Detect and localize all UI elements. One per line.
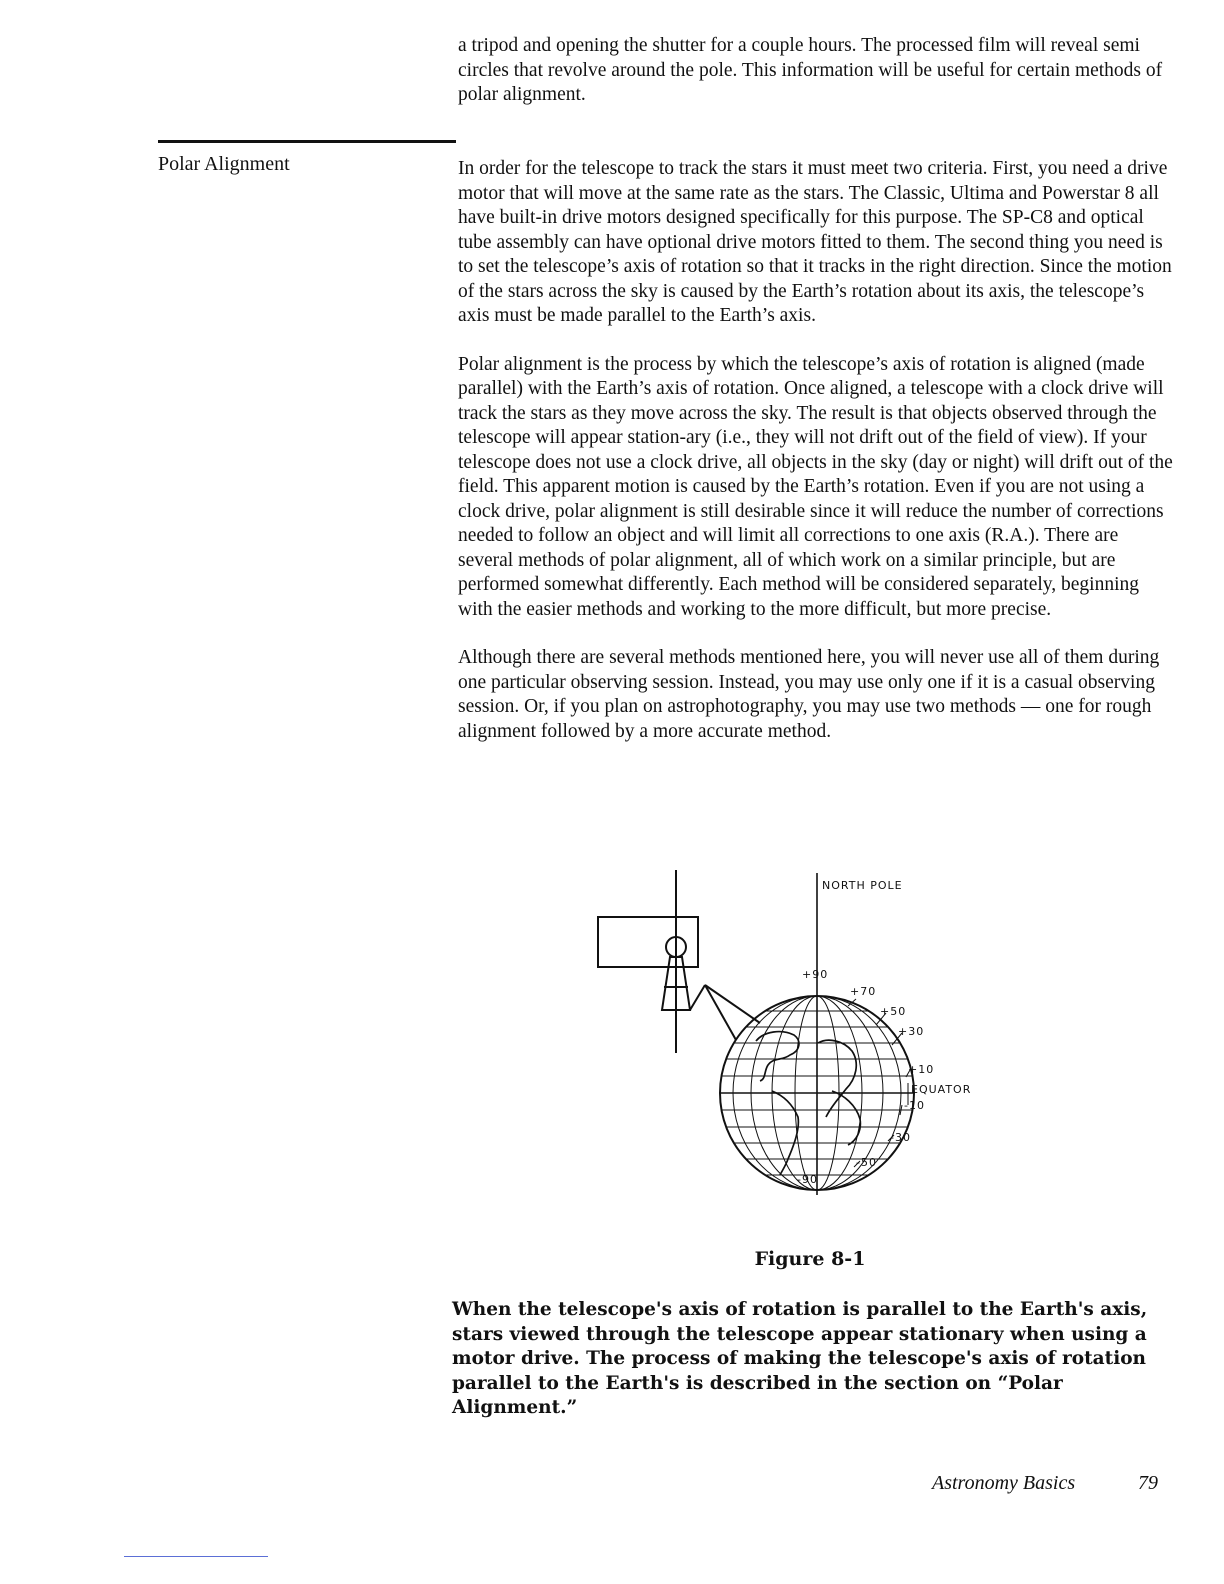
north-pole-label: NORTH POLE xyxy=(822,879,903,892)
latitude-label-minus-90: -90 xyxy=(797,1173,818,1186)
intro-paragraph: a tripod and opening the shutter for a couple hours. The processed film will reveal semi circles that revolve around the pole. This information will be useful for certain methods of polar alignment. xyxy=(458,35,1163,105)
equator-label: EQUATOR xyxy=(911,1083,972,1096)
latitude-label-plus-30: +30 xyxy=(898,1025,925,1038)
latitude-label-plus-10: +10 xyxy=(908,1063,935,1076)
paragraph-methods: Although there are several methods mentioned here, you will never use all of them during one particular observing session. Instead, you may use only one if it is a casual observing session. Or, if you plan on astrophotography, you may use two methods — one for rough alignment followed by a more accurate method. xyxy=(458,647,1160,742)
sight-line-lower xyxy=(705,985,736,1040)
latitude-label-plus-50: +50 xyxy=(880,1005,907,1018)
section-rule xyxy=(158,140,456,143)
section-heading: Polar Alignment xyxy=(158,153,290,175)
polar-alignment-diagram xyxy=(560,865,1020,1210)
figure-caption: When the telescope's axis of rotation is parallel to the Earth's axis, stars viewed through the telescope appear stationary when using a motor drive. The process of making the telescope's axis of rotation parallel to the Earth's is described in the section on “Polar Alignment.” xyxy=(452,1299,1148,1418)
earth-globe xyxy=(710,996,920,1190)
latitude-label-plus-90: +90 xyxy=(802,968,829,981)
section-body xyxy=(458,157,1174,768)
paragraph-criteria: In order for the telescope to track the stars it must meet two criteria. First, you need a drive motor that will move at the same rate as the stars. The Classic, Ultima and Powerstar 8 all have built-in drive motors designed specifically for this purpose. The SP-C8 and optical tube assembly can have optional drive motors fitted to them. The second thing you need is to set the telescope’s axis of rotation so that it tracks in the right direction. Since the motion of the stars across the sky is caused by the Earth’s rotation about its axis, the telescope’s axis must be made parallel to the Earth’s axis. xyxy=(458,158,1172,326)
latitude-label-minus-30: -30 xyxy=(890,1131,911,1144)
figure-title: Figure 8-1 xyxy=(754,1248,866,1270)
paragraph-polar-alignment: Polar alignment is the process by which the telescope’s axis of rotation is aligned (made parallel) with the Earth’s axis of rotation. Once aligned, a telescope with a clock drive will track the stars as they move across the sky. The result is that objects observed through the telescope will appear station-ary (i.e., they will not drift out of the field of view). If your telescope does not use a clock drive, all objects in the sky (day or night) will drift out of the field. This apparent motion is caused by the Earth’s rotation. Even if you are not using a clock drive, polar alignment is still desirable since it will reduce the number of corrections needed to follow an object and will limit all corrections to one axis (R.A.). There are several methods of polar alignment, all of which work on a similar principle, but are performed somewhat differently. Each method will be considered separately, beginning with the easier methods and working to the more difficult, but more precise. xyxy=(458,353,1173,620)
page-number: 79 xyxy=(1138,1472,1158,1494)
latitude-label-minus-50: -50 xyxy=(856,1156,877,1169)
footer-book-title: Astronomy Basics xyxy=(932,1472,1076,1494)
latitude-label-plus-70: +70 xyxy=(850,985,877,998)
sight-line-upper xyxy=(705,985,760,1023)
bottom-edge-line xyxy=(124,1556,268,1557)
latitude-label-minus-10: -10 xyxy=(904,1099,925,1112)
telescope-illustration xyxy=(598,870,760,1053)
